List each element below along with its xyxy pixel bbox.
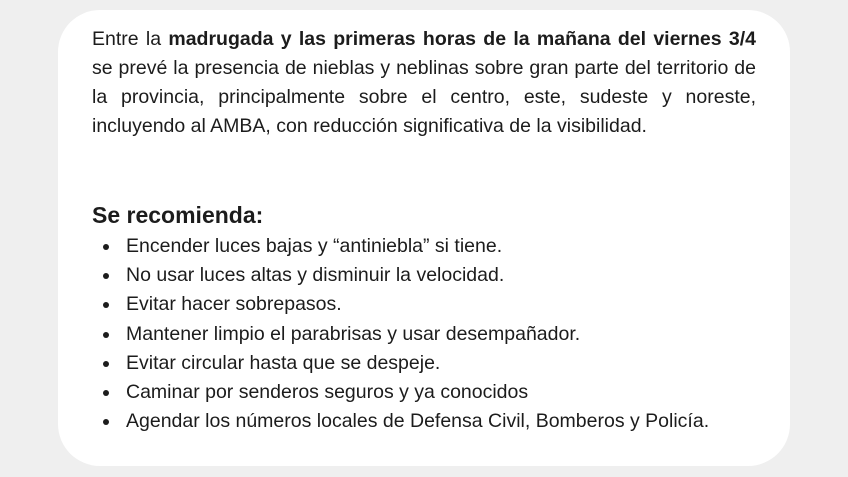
list-item — [92, 290, 762, 319]
recommendations-list — [92, 232, 762, 436]
list-item-text: Evitar hacer sobrepasos. — [126, 293, 342, 316]
bullet-icon — [103, 332, 109, 338]
bullet-icon — [103, 244, 109, 250]
intro-paragraph — [92, 25, 756, 141]
list-item — [92, 320, 762, 349]
bullet-icon — [103, 419, 109, 425]
list-item — [92, 232, 762, 261]
notice-card — [58, 10, 790, 466]
list-item-text: Mantener limpio el parabrisas y usar desempañador. — [126, 322, 581, 345]
intro-text-start: Entre la — [92, 28, 169, 50]
list-item-text: No usar luces altas y disminuir la velocidad. — [126, 264, 505, 287]
list-item — [92, 378, 762, 407]
intro-text-end: se prevé la presencia de nieblas y neblinas sobre gran parte del territorio de la provincia, principalmente sobre el centro, este, sudeste y noreste, incluyendo al AMBA, con reducción significativa de la visibilidad. — [92, 57, 756, 137]
bullet-icon — [103, 361, 109, 367]
bullet-icon — [103, 273, 109, 279]
list-item-text: Encender luces bajas y “antiniebla” si tiene. — [126, 235, 503, 257]
bullet-icon — [103, 302, 109, 308]
intro-highlight: madrugada y las primeras horas de la mañana del viernes 3/4 — [168, 28, 757, 50]
list-item — [92, 349, 762, 378]
recommendations-heading: Se recomienda: — [92, 202, 264, 228]
bullet-icon — [103, 390, 109, 396]
list-item — [92, 261, 762, 290]
list-item-text: Evitar circular hasta que se despeje. — [126, 351, 441, 374]
list-item — [92, 407, 762, 436]
list-item-text: Agendar los números locales de Defensa Civil, Bomberos y Policía. — [126, 410, 710, 433]
list-item-text: Caminar por senderos seguros y ya conocidos — [126, 381, 529, 404]
